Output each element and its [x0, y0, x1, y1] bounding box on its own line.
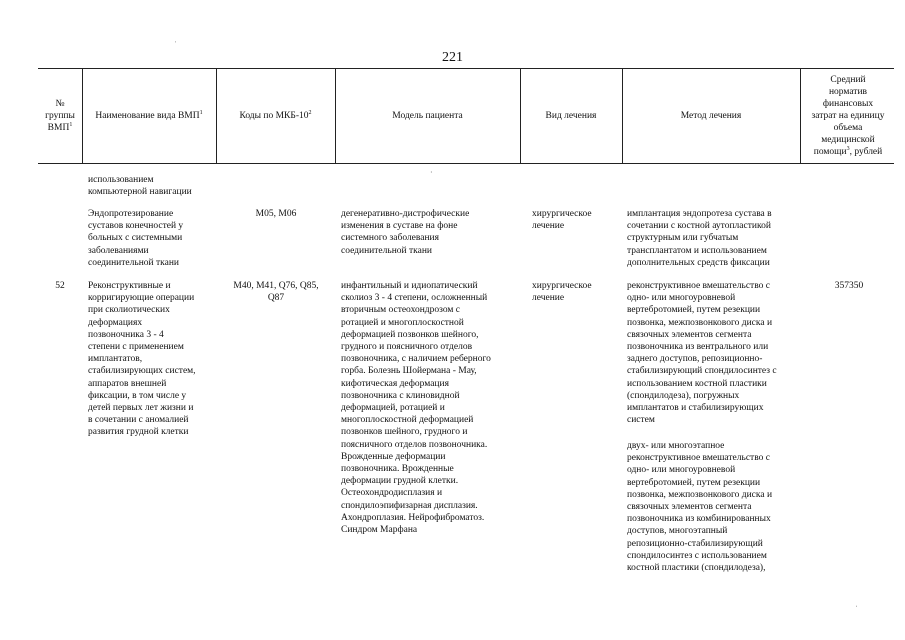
table-row-model: дегенеративно-дистрофические изменения в суставе на фоне системного заболевания соединительной ткани: [341, 209, 470, 256]
table-row-method: двух- или многоэтапное реконструктивное вмешательство с одно- или многоуровневой вертебротомией, путем резекции позвонка, межпозвонкового диска и связочных элементов сегмента позвоночника из комбинированных доступов, многоэтапный репозиционно-стабилизирующий спондилосинтез с использованием костной пластики (спондилодеза),: [627, 441, 773, 574]
scan-mark: ˌ: [855, 598, 858, 607]
header-cost-norm: Средний норматив финансовых затрат на единицу объема медицинской помощи$^3$, рублей: [811, 74, 885, 157]
table-row-codes: M05, M06: [255, 209, 297, 219]
table-row-name: Реконструктивные и корригирующие операции при сколиотических деформациях позвоночника 3 - 4 степени с применением имплантатов, стабилизирующих систем, аппаратов внешней фиксации, в том числе у детей первых лет жизни и в сочетании с аномалией развития грудной клетки: [88, 281, 196, 438]
header-bottom-rule: [38, 163, 894, 164]
table-row-method: имплантация эндопротеза сустава в сочетании с костной аутопластикой структурным или губчатым трансплантатом и использованием дополнительных средств фиксации: [627, 209, 772, 268]
table-row-number: 52: [55, 281, 65, 291]
table-row-name: использованием компьютерной навигации: [88, 175, 192, 198]
header-group-number: № группы ВМП$^1$: [45, 98, 75, 133]
scan-mark: ·: [430, 168, 433, 177]
header-vmp-name: Наименование вида ВМП$^1$: [95, 109, 203, 121]
header-treatment-method: Метод лечения: [680, 110, 742, 121]
page-number: 221: [442, 50, 463, 65]
header-treatment-type: Вид лечения: [545, 110, 597, 121]
scan-mark: ˈ: [174, 40, 177, 49]
table-row-cost-norm: 357350: [834, 281, 864, 291]
table-row-codes: M40, M41, Q76, Q85, Q87: [233, 281, 319, 304]
table-row-type: хирургическое лечение: [532, 281, 592, 304]
header-icd-codes: Коды по МКБ-$10^2$: [239, 109, 312, 121]
table-row-name: Эндопротезирование суставов конечностей у больных с системными заболеваниями соединительной ткани: [88, 209, 184, 268]
table-row-model: инфантильный и идиопатический сколиоз 3 - 4 степени, осложненный вторичным остеохондрозом с ротацией и многоплоскостной деформацией позвонков шейного, грудного и поясничного отделов позвоночника, с наличием реберного горба. Болезнь Шойермана - Мау, кифотическая деформация позвоночника с клиновидной деформацией, ротацией и многоплоскостной деформацией позвонков шейного, грудного и поясничного отделов позвоночника. Врожденные деформации позвоночника. Врожденные деформации грудной клетки. Остеохондродисплазия и спондилоэпифизарная дисплазия. Ахондроплазия. Нейрофиброматоз. Синдром Марфана: [341, 281, 491, 536]
table-row-method: реконструктивное вмешательство с одно- или многоуровневой вертебротомией, путем резекции позвонка, межпозвонкового диска и связочных элементов сегмента позвоночника из вентрального или заднего доступов, репозиционно- стабилизирующий спондилосинтез с использованием костной пластики (спондилодеза), погружных имплантатов и стабилизирующих систем: [627, 281, 777, 426]
table-row-type: хирургическое лечение: [532, 209, 592, 232]
header-patient-model: Модель пациента: [392, 110, 463, 121]
